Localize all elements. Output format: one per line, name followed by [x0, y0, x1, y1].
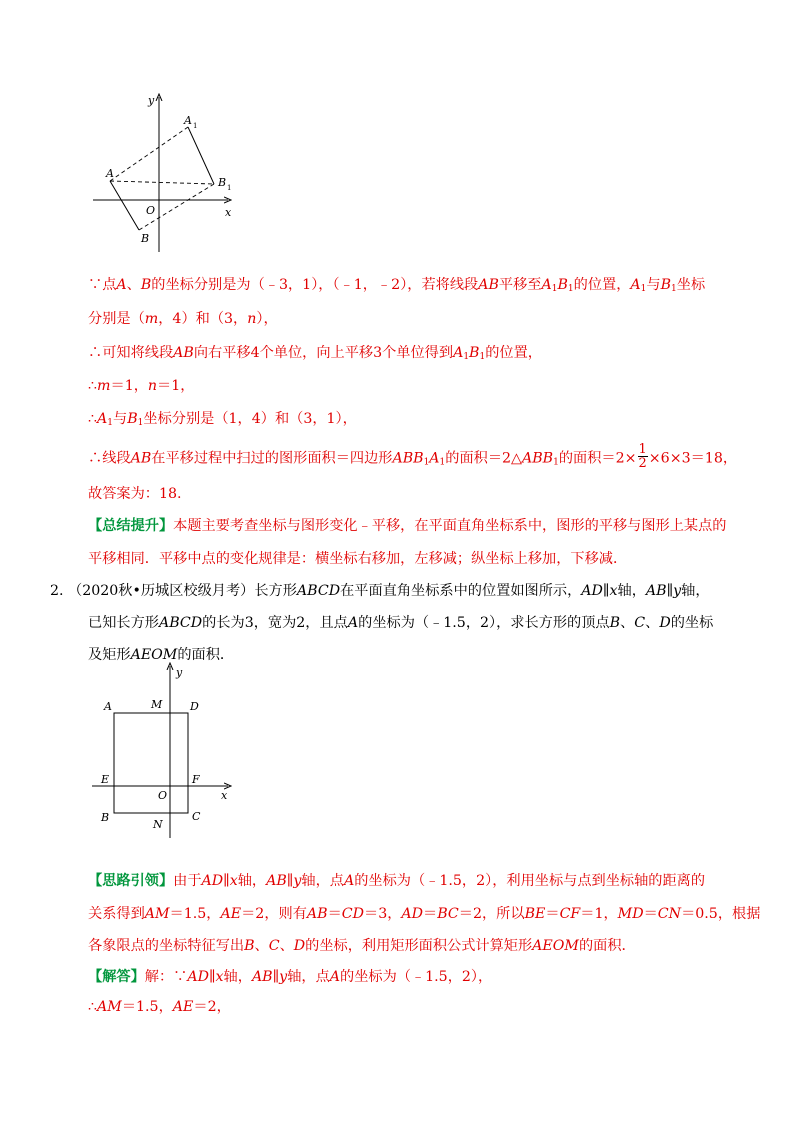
fraction-one-half: $\frac{1}{2}$: [638, 442, 647, 471]
fig1-x-label: x: [225, 206, 232, 219]
figure-rectangle-abcd: [88, 660, 248, 840]
fig2-point-n: N: [153, 818, 163, 831]
hint-line2: 关系得到AM＝1.5，AE＝2，则有AB＝CD＝3，AD＝BC＝2，所以BE＝CF＝1，MD＝CN＝0.5，根据: [88, 906, 761, 922]
fig2-point-a: A: [104, 700, 112, 713]
sol1-line7: 故答案为：18.: [88, 486, 182, 502]
fig2-x-label: x: [221, 789, 228, 802]
fig1-point-b1-sub: 1: [227, 184, 232, 192]
sol1-line3: ∴可知将线段AB向右平移4个单位，向上平移3个单位得到$A_1B_1$的位置，: [88, 345, 542, 362]
fig1-point-b1: B: [218, 176, 227, 189]
answer-line1: 【解答】解：∵AD∥x轴，AB∥y轴，点A的坐标为（﹣1.5，2），: [88, 969, 493, 985]
fig2-origin-label: O: [158, 789, 168, 802]
question2-line3: 及矩形AEOM的面积．: [88, 647, 235, 663]
fig1-point-a1: A: [184, 114, 192, 127]
fig2-point-m: M: [151, 698, 163, 711]
segment-a1b1: [188, 127, 214, 184]
hint-line1: 【思路引领】由于AD∥x轴，AB∥y轴，点A的坐标为（﹣1.5，2），利用坐标与点到坐标轴的距离的: [88, 873, 706, 889]
figure-translation-ab: [88, 92, 248, 252]
fig2-point-e: E: [101, 773, 110, 786]
summary-line2: 平移相同．平移中点的变化规律是：横坐标右移加，左移减；纵坐标上移加，下移减．: [88, 551, 628, 567]
fig2-point-f: F: [192, 773, 200, 786]
question2-line1: 2. （2020秋•历城区校级月考）长方形ABCD在平面直角坐标系中的位置如图所示，AD∥x轴，AB∥y轴，: [50, 583, 710, 599]
fig2-point-c: C: [192, 810, 201, 823]
fig2-y-label: y: [176, 666, 183, 679]
sol1-line5: $\therefore A_1$与$B_1$坐标分别是（1，4）和（3，1），: [88, 411, 357, 428]
fig1-point-a: A: [106, 167, 114, 180]
fig1-point-b: B: [141, 232, 150, 245]
hint-line3: 各象限点的坐标特征写出B、C、D的坐标，利用矩形面积公式计算矩形AEOM的面积．: [88, 938, 636, 954]
fig2-point-d: D: [190, 700, 199, 713]
dashed-a-b1: [110, 181, 214, 184]
question2-line2: 已知长方形ABCD的长为3，宽为2，且点A的坐标为（﹣1.5，2），求长方形的顶点B、C、D的坐标: [88, 615, 714, 631]
sol1-line4: ∴m＝1，n＝1，: [88, 378, 195, 394]
segment-ab: [110, 181, 139, 230]
sol1-line6: ∴线段AB在平移过程中扫过的图形面积＝四边形$ABB_1A_1$的面积$=2\triangle ABB_1$的面积＝2× $\frac{1}{2}$ ×6×3＝18，: [88, 442, 738, 471]
fig2-point-b: B: [101, 811, 110, 824]
fig1-y-label: y: [148, 94, 155, 107]
dashed-a-a1: [110, 127, 188, 181]
fig1-origin-label: O: [146, 204, 156, 217]
fig1-point-a1-sub: 1: [193, 122, 198, 130]
answer-line2: ∴AM＝1.5，AE＝2，: [88, 999, 231, 1015]
rectangle-abcd: [114, 713, 188, 813]
sol1-line2: 分别是（m，4）和（3，n），: [88, 311, 278, 327]
sol1-line1: ∵点A、B的坐标分别是为（﹣3，1），（﹣1，﹣2），若将线段AB平移至$A_1B_1$的位置，$A_1$与$B_1$坐标: [88, 277, 706, 294]
summary-line1: 【总结提升】本题主要考查坐标与图形变化﹣平移，在平面直角坐标系中，图形的平移与图形上某点的: [88, 518, 727, 534]
